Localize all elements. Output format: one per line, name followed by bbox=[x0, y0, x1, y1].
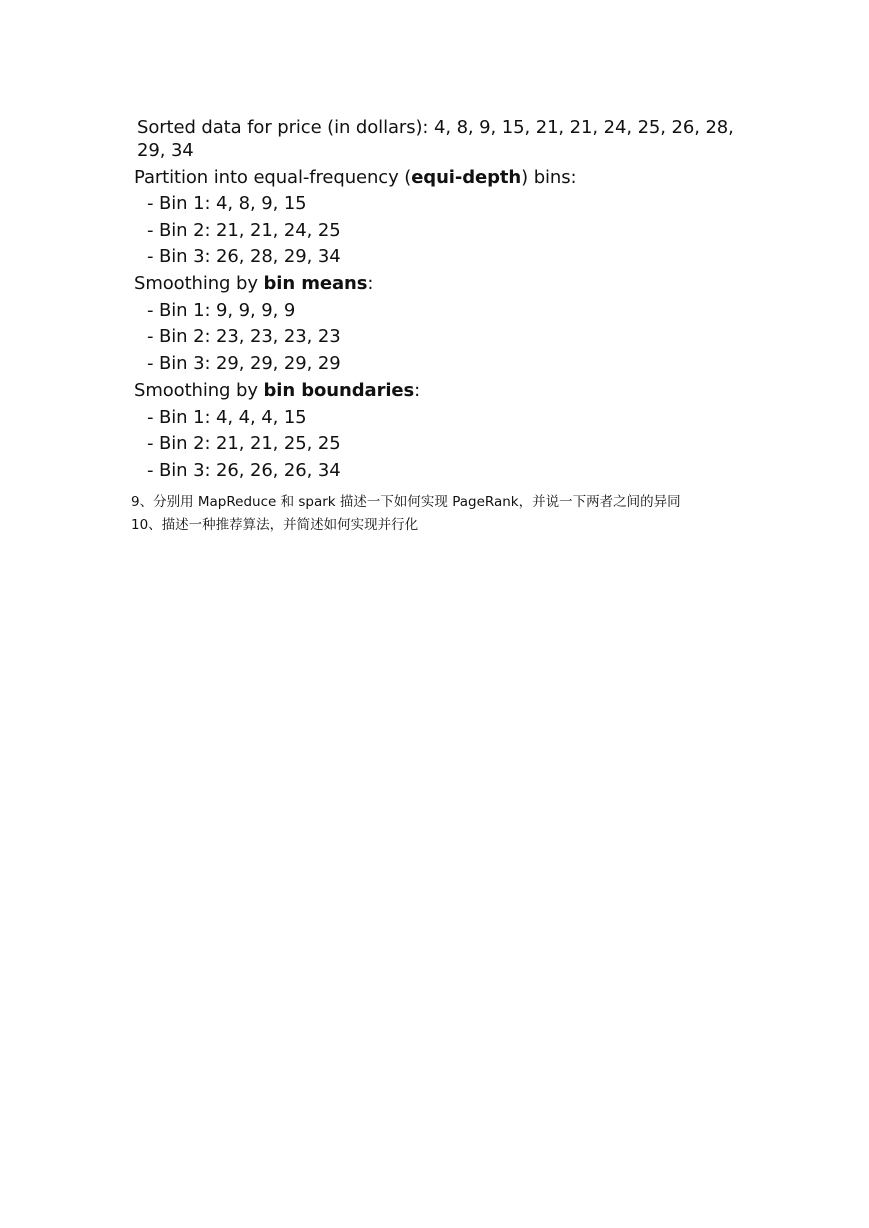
question-9: 9、分别用 MapReduce 和 spark 描述一下如何实现 PageRank，并说一下两者之间的异同 bbox=[131, 494, 681, 510]
boundaries-heading-bold: bin boundaries bbox=[263, 380, 415, 401]
sorted-data-line-2: 29, 34 bbox=[137, 140, 194, 161]
boundaries-bin-1: - Bin 1: 4, 4, 4, 15 bbox=[147, 407, 307, 428]
boundaries-heading bbox=[134, 378, 420, 404]
partition-heading-prefix: Partition into equal-frequency ( bbox=[134, 167, 412, 188]
means-bin-3: - Bin 3: 29, 29, 29, 29 bbox=[147, 353, 341, 374]
means-heading-suffix: : bbox=[367, 273, 374, 294]
boundaries-bin-3: - Bin 3: 26, 26, 26, 34 bbox=[147, 460, 341, 481]
means-heading-prefix: Smoothing by bbox=[134, 273, 264, 294]
partition-bin-2: - Bin 2: 21, 21, 24, 25 bbox=[147, 220, 341, 241]
boundaries-heading-prefix: Smoothing by bbox=[134, 380, 264, 401]
partition-bin-3: - Bin 3: 26, 28, 29, 34 bbox=[147, 246, 341, 267]
partition-heading-suffix: ) bins: bbox=[521, 167, 577, 188]
partition-bin-1: - Bin 1: 4, 8, 9, 15 bbox=[147, 193, 307, 214]
boundaries-bin-2: - Bin 2: 21, 21, 25, 25 bbox=[147, 433, 341, 454]
partition-heading-bold: equi-depth bbox=[411, 167, 522, 188]
sorted-data-line-1: Sorted data for price (in dollars): 4, 8, 9, 15, 21, 21, 24, 25, 26, 28, bbox=[137, 117, 734, 138]
boundaries-heading-suffix: : bbox=[414, 380, 421, 401]
question-10: 10、描述一种推荐算法，并简述如何实现并行化 bbox=[131, 517, 419, 533]
binning-example-figure bbox=[134, 115, 734, 485]
means-bin-2: - Bin 2: 23, 23, 23, 23 bbox=[147, 326, 341, 347]
means-bin-1: - Bin 1: 9, 9, 9, 9 bbox=[147, 300, 296, 321]
means-heading bbox=[134, 271, 373, 297]
means-heading-bold: bin means bbox=[263, 273, 368, 294]
partition-heading bbox=[134, 165, 576, 191]
